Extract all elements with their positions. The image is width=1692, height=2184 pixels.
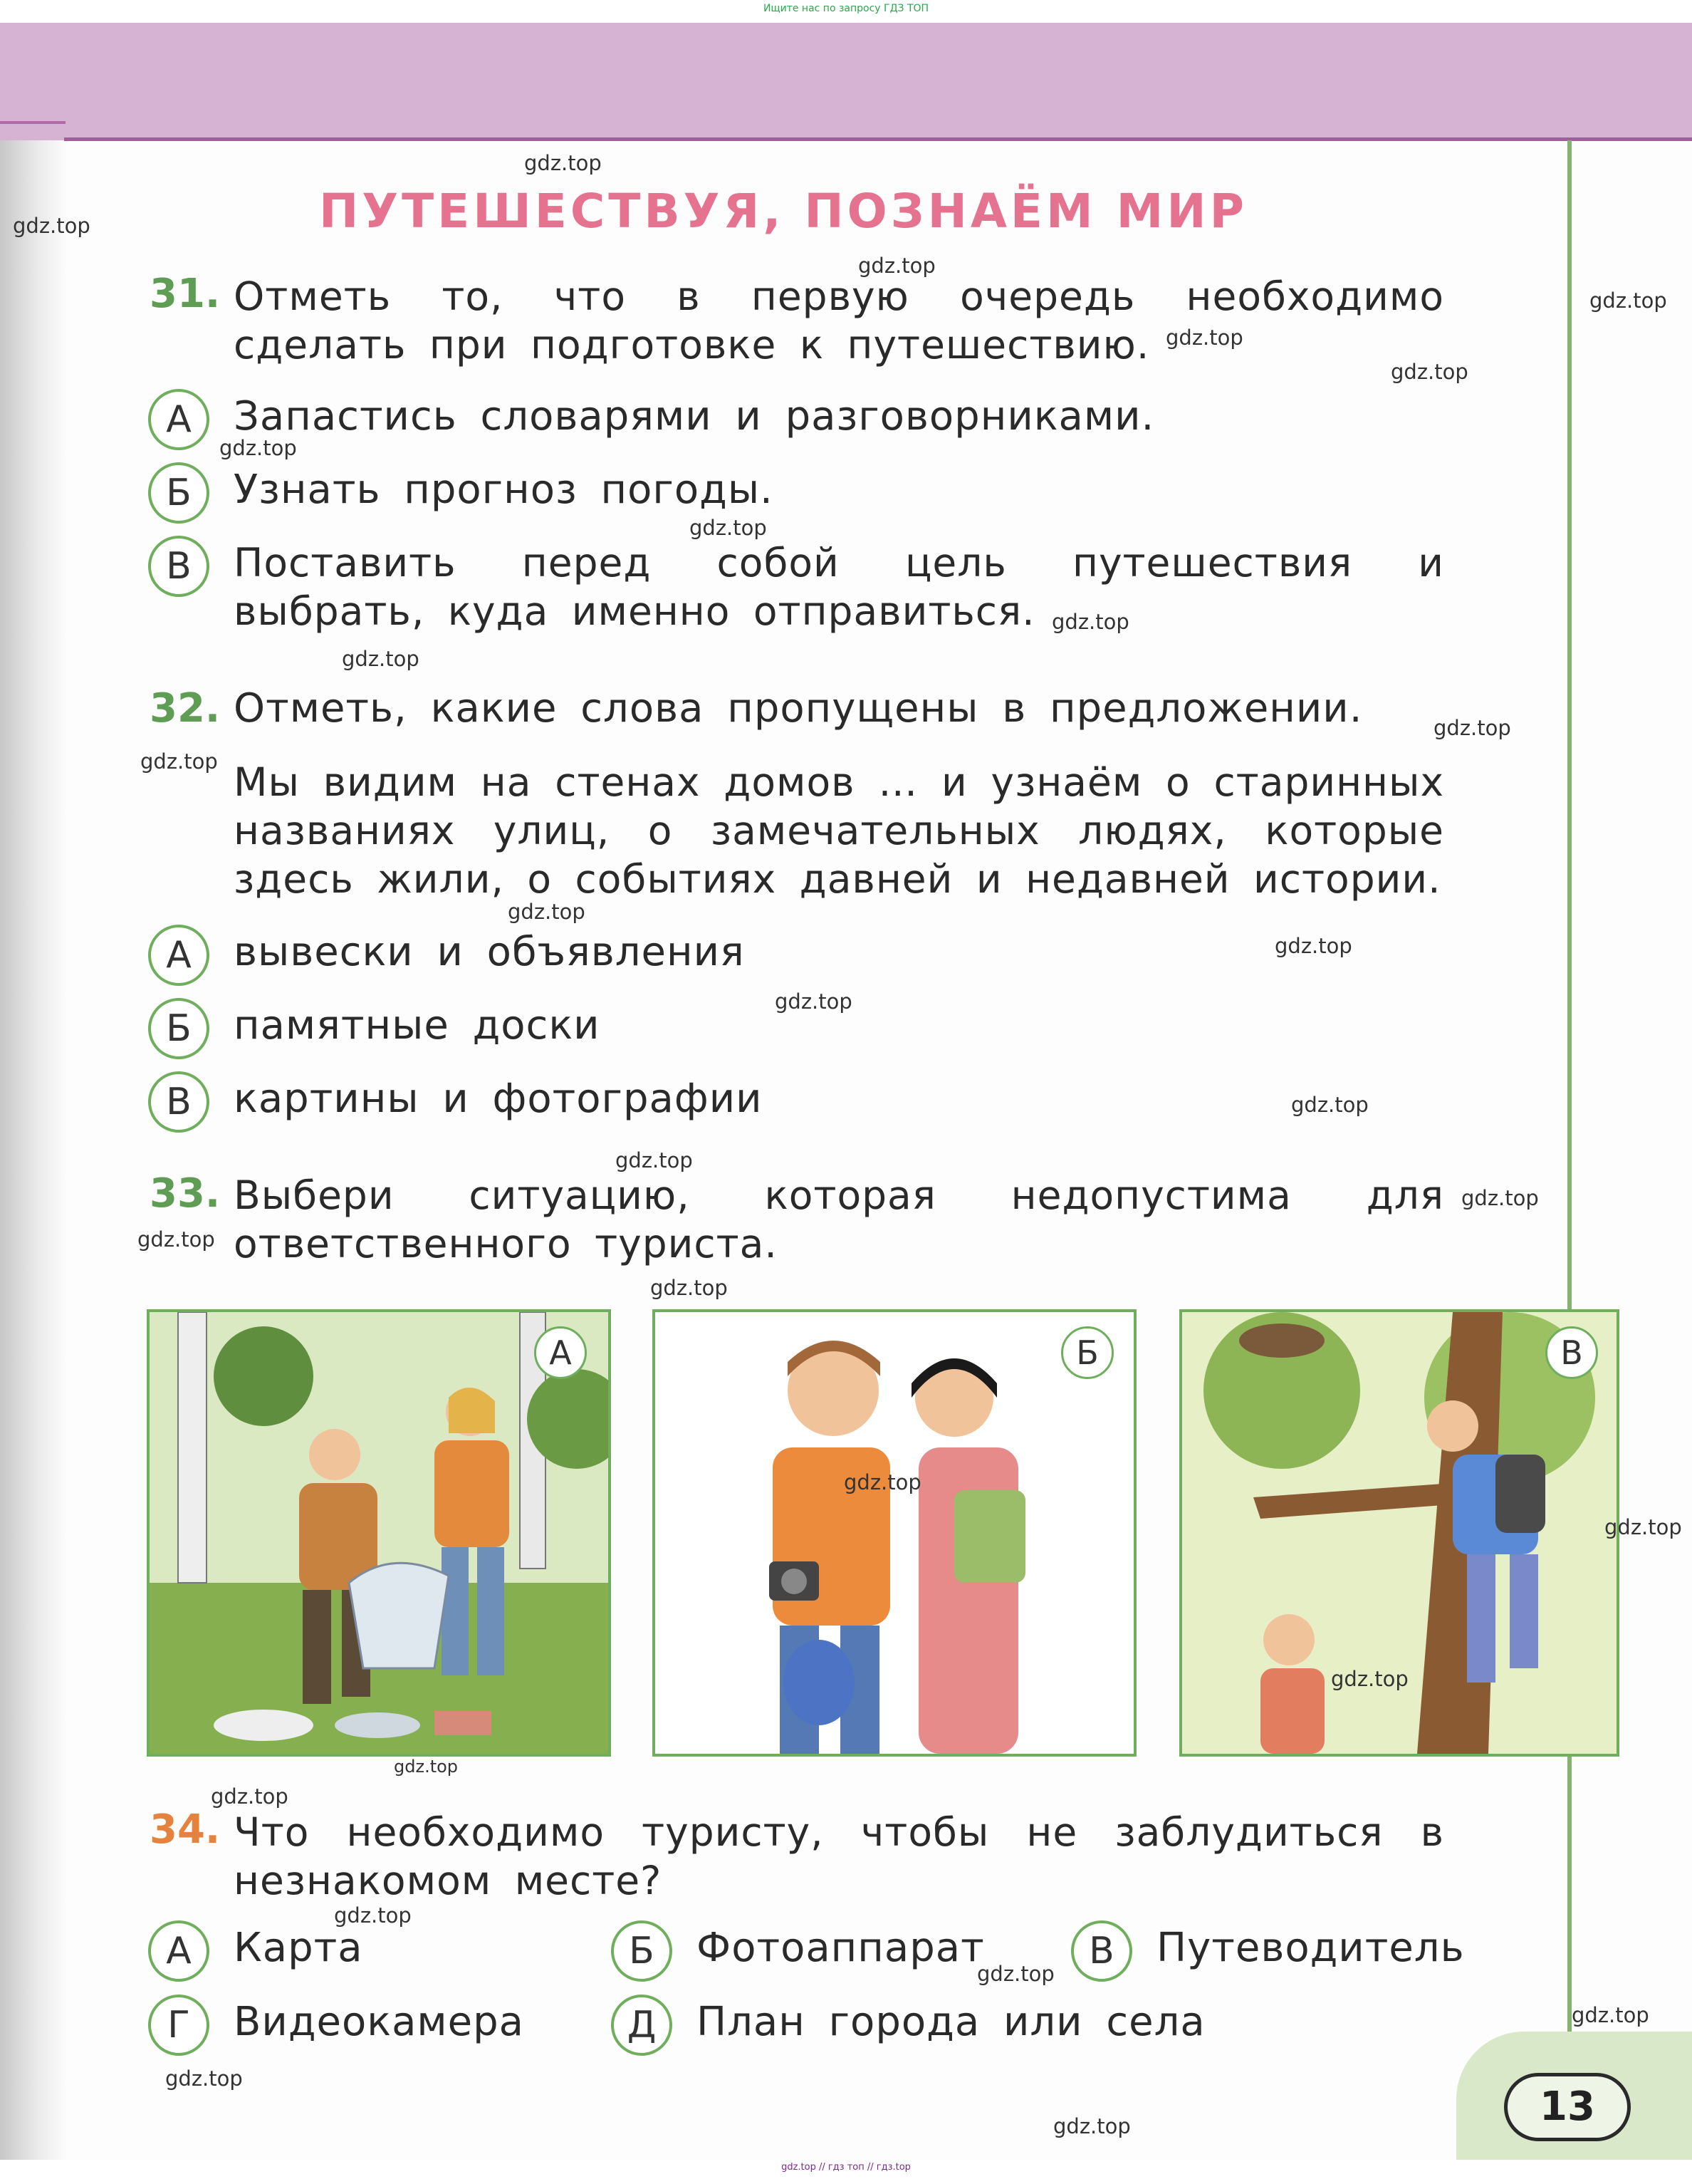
- q34-option-d-text: Видеокамера: [234, 1999, 524, 2045]
- picture-b-label: Б: [1061, 1326, 1114, 1379]
- q34-option-e-text: План города или села: [696, 1999, 1206, 2045]
- q34-option-b-text: Фотоаппарат: [696, 1925, 985, 1971]
- question-31-text: Отметь то, что в первую очередь необходимо сделать при подготовке к путешествию.: [234, 274, 1444, 368]
- question-32-sentence: Мы видим на стенах домов … и узнаём о старинных названиях улиц, о замечательных людях, которые здесь жили, о событиях давней и недавней истории.: [234, 759, 1444, 902]
- watermark: gdz.top: [137, 1227, 215, 1252]
- watermark: gdz.top: [1434, 716, 1511, 740]
- book-spine-shadow: [0, 23, 66, 2160]
- watermark: gdz.top: [1461, 1186, 1539, 1210]
- q34-option-c-circle[interactable]: В: [1071, 1920, 1132, 1982]
- top-note[interactable]: Ищите нас по запросу ГДЗ ТОП: [763, 3, 929, 14]
- watermark: gdz.top: [1166, 326, 1243, 350]
- q34-option-e-circle[interactable]: Д: [611, 1995, 672, 2056]
- question-31-number: 31.: [150, 271, 221, 317]
- watermark: gdz.top: [219, 436, 297, 460]
- question-34-text: Что необходимо туристу, чтобы не заблудиться в незнакомом месте?: [234, 1809, 1444, 1903]
- watermark: gdz.top: [977, 1962, 1055, 1986]
- watermark: gdz.top: [775, 989, 852, 1014]
- q34-option-c-text: Путеводитель: [1156, 1925, 1465, 1971]
- q31-option-b-text: Узнать прогноз погоды.: [234, 467, 773, 513]
- watermark: gdz.top: [615, 1148, 693, 1172]
- q34-option-d-circle[interactable]: Г: [148, 1995, 209, 2056]
- watermark: gdz.top: [394, 1757, 459, 1777]
- header-divider: [64, 137, 1692, 141]
- question-34-number: 34.: [150, 1806, 221, 1853]
- question-32-text: Отметь, какие слова пропущены в предложении.: [234, 685, 1363, 732]
- question-32-number: 32.: [150, 685, 221, 732]
- watermark: gdz.top: [1052, 610, 1129, 634]
- q31-option-c-text: Поставить перед собой цель путешествия и выбрать, куда именно отправиться.: [234, 540, 1444, 634]
- watermark: gdz.top: [1291, 1093, 1369, 1117]
- q31-option-c-circle[interactable]: В: [148, 536, 209, 597]
- q32-option-b-circle[interactable]: Б: [148, 998, 209, 1059]
- picture-a-label: А: [534, 1326, 587, 1379]
- section-title: ПУТЕШЕСТВУЯ, ПОЗНАЁМ МИР: [319, 184, 1248, 239]
- watermark: gdz.top: [508, 900, 585, 924]
- watermark: gdz.top: [140, 749, 218, 774]
- q32-option-b-text: памятные доски: [234, 1002, 600, 1049]
- previous-page-edge: [0, 121, 66, 124]
- watermark: gdz.top: [342, 647, 419, 671]
- watermark: gdz.top: [858, 254, 936, 278]
- watermark: gdz.top: [1589, 288, 1667, 313]
- margin-line: [1567, 140, 1572, 2078]
- watermark: gdz.top: [689, 516, 767, 540]
- q34-option-a-circle[interactable]: А: [148, 1920, 209, 1982]
- question-33-text: Выбери ситуацию, которая недопустима для ответственного туриста.: [234, 1172, 1444, 1267]
- watermark: gdz.top: [211, 1784, 288, 1809]
- q32-option-a-circle[interactable]: А: [148, 925, 209, 986]
- watermark: gdz.top: [1053, 2114, 1131, 2138]
- question-33-number: 33.: [150, 1170, 221, 1217]
- watermark: gdz.top: [13, 214, 90, 238]
- page-number: 13: [1504, 2073, 1631, 2141]
- picture-c-label: В: [1545, 1326, 1598, 1379]
- picture-a[interactable]: [147, 1309, 611, 1757]
- watermark: gdz.top: [1275, 934, 1352, 958]
- q32-option-a-text: вывески и объявления: [234, 929, 745, 975]
- q32-option-c-circle[interactable]: В: [148, 1071, 209, 1133]
- q32-option-c-text: картины и фотографии: [234, 1076, 763, 1122]
- q34-option-b-circle[interactable]: Б: [611, 1920, 672, 1982]
- watermark: gdz.top: [1331, 1667, 1409, 1691]
- bottom-note[interactable]: gdz.top // гдз топ // гдз.top: [781, 2162, 911, 2173]
- q31-option-b-circle[interactable]: Б: [148, 462, 209, 524]
- q31-option-a-text: Запастись словарями и разговорниками.: [234, 393, 1155, 440]
- picture-b[interactable]: [652, 1309, 1137, 1757]
- q31-option-a-circle[interactable]: А: [148, 389, 209, 450]
- watermark: gdz.top: [844, 1470, 921, 1494]
- header-band: [0, 23, 1692, 140]
- watermark: gdz.top: [524, 151, 602, 175]
- q34-option-a-text: Карта: [234, 1925, 363, 1971]
- watermark: gdz.top: [334, 1903, 412, 1928]
- watermark: gdz.top: [1572, 2003, 1649, 2027]
- watermark: gdz.top: [1604, 1515, 1682, 1539]
- watermark: gdz.top: [1391, 360, 1468, 384]
- watermark: gdz.top: [165, 2066, 243, 2091]
- watermark: gdz.top: [650, 1276, 728, 1300]
